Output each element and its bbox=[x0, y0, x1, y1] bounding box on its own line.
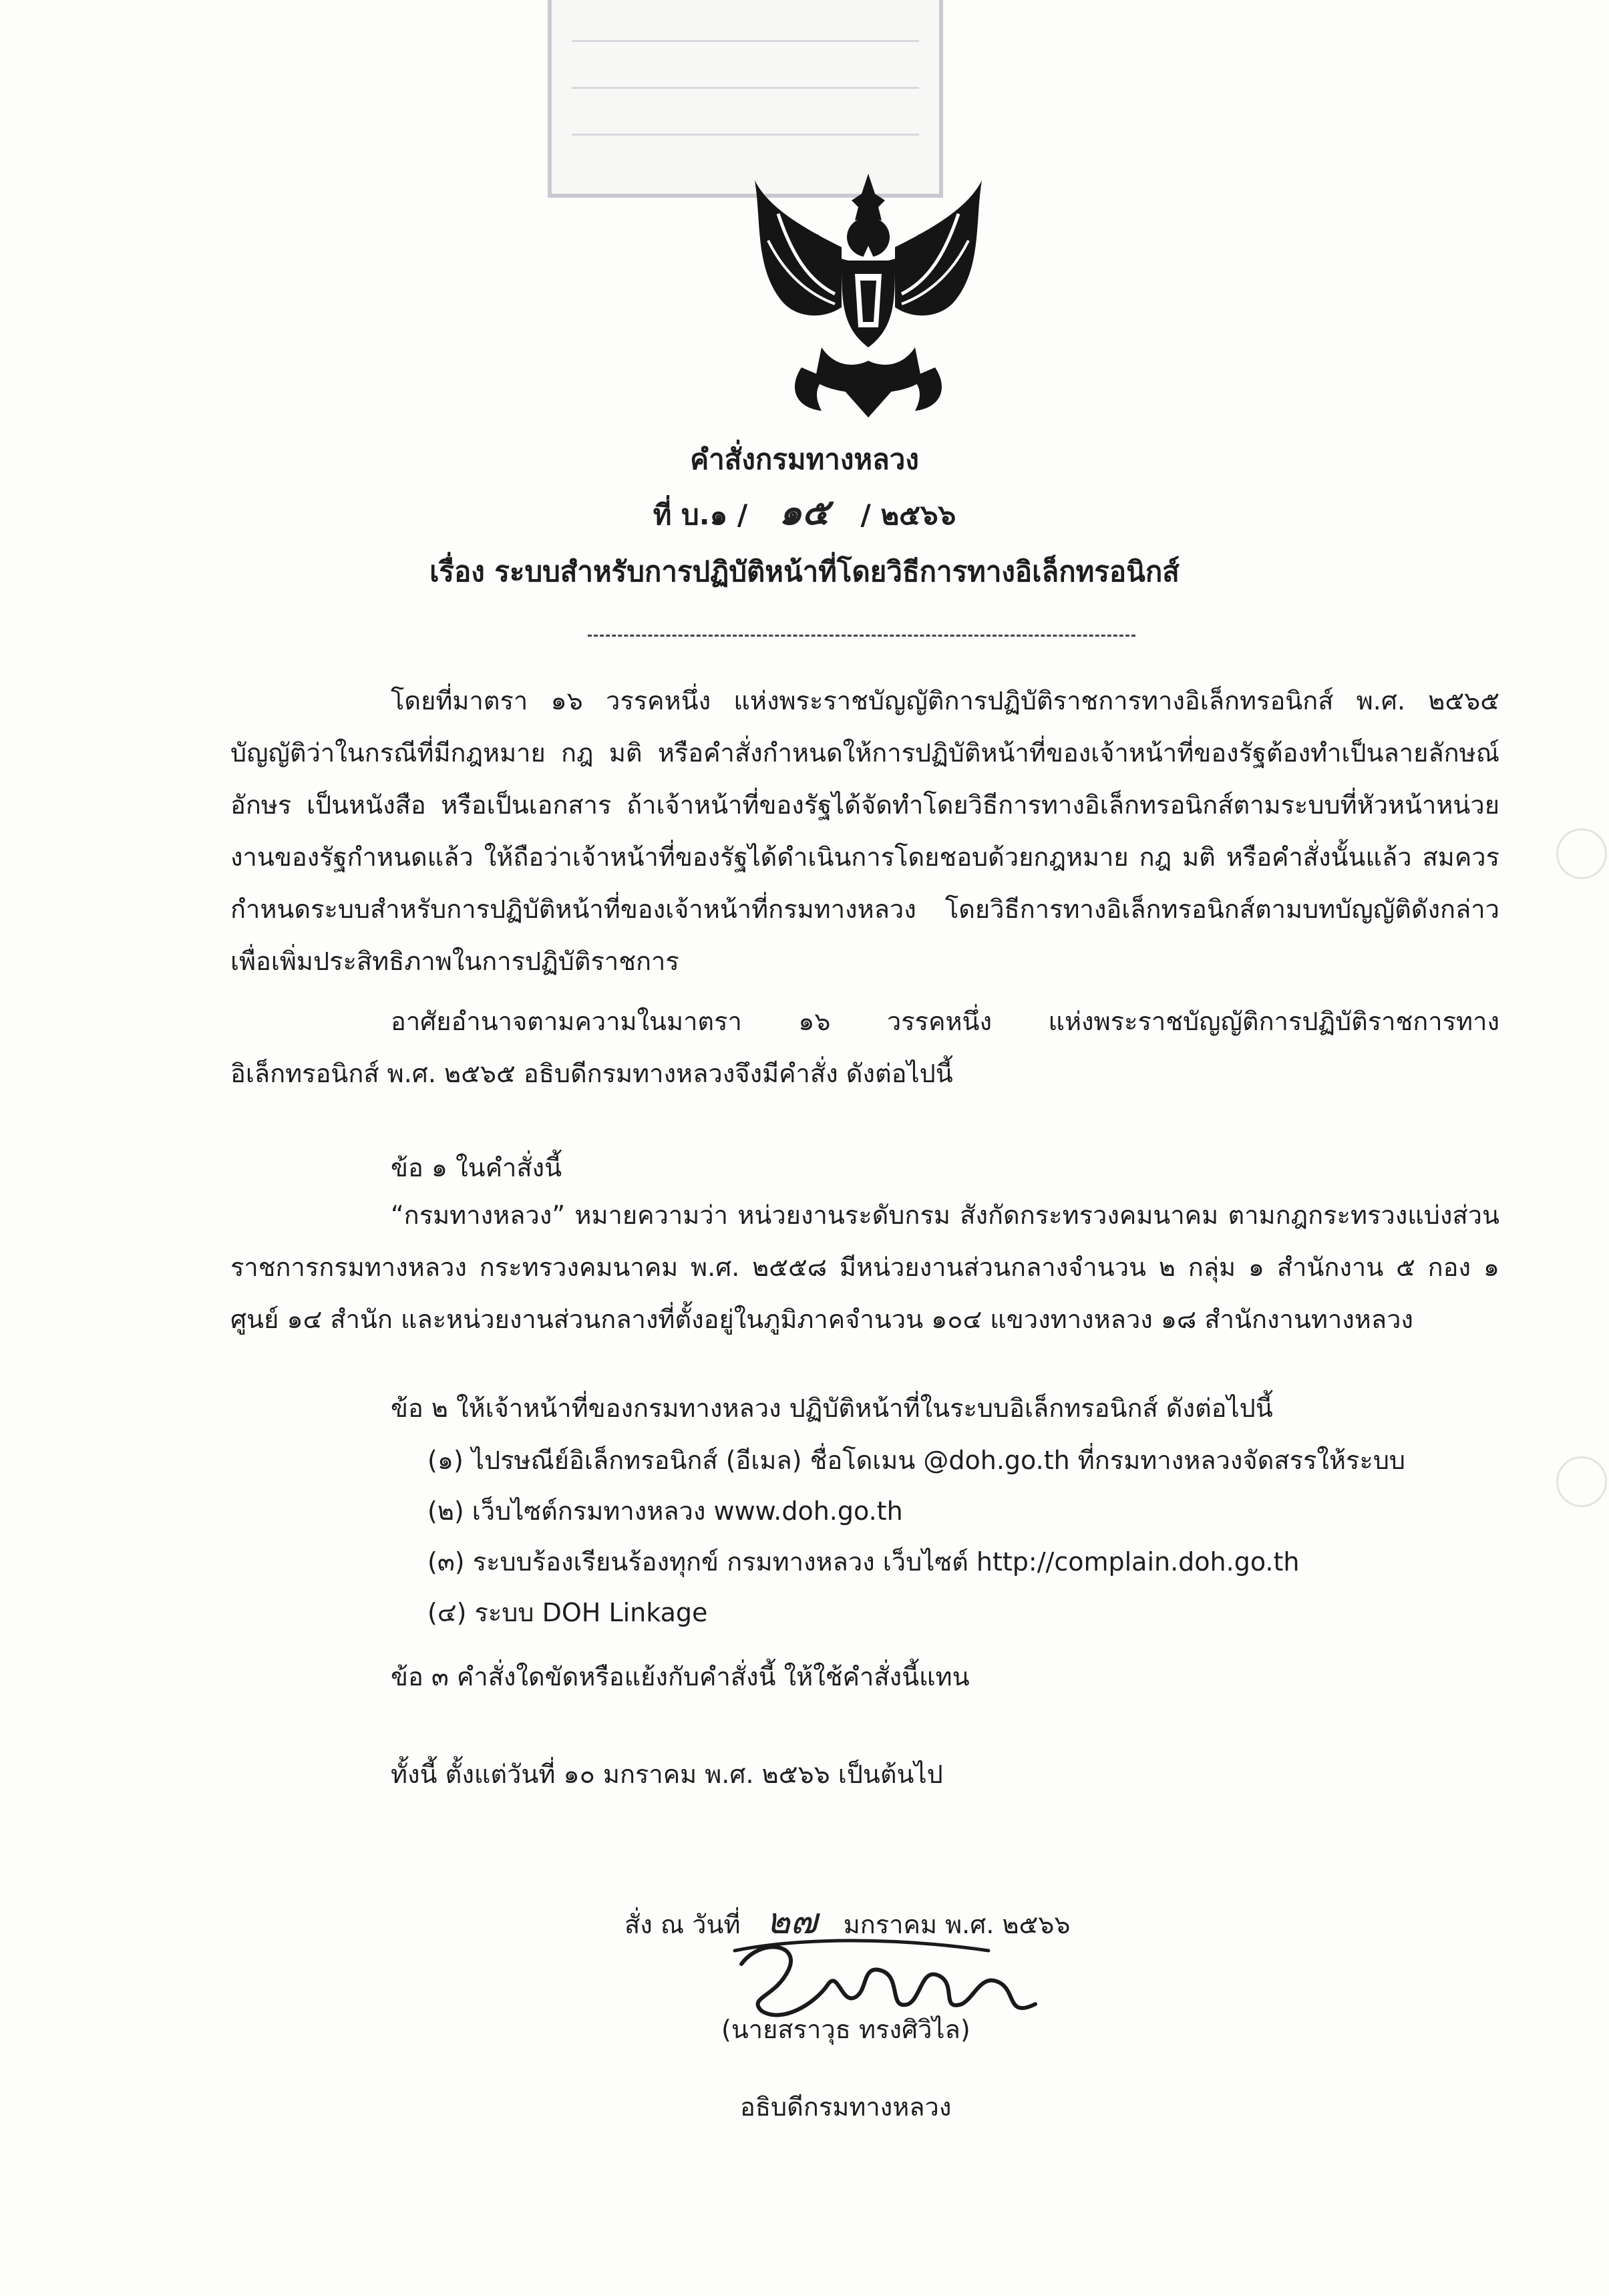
clause-2-item: (๔) ระบบ DOH Linkage bbox=[427, 1598, 708, 1627]
clause-3: ข้อ ๓ คำสั่งใดขัดหรือแย้งกับคำสั่งนี้ ให้ใช้คำสั่งนี้แทน bbox=[391, 1662, 970, 1691]
clause-2-heading: ข้อ ๒ ให้เจ้าหน้าที่ของกรมทางหลวง ปฏิบัติหน้าที่ในระบบอิเล็กทรอนิกส์ ดังต่อไปนี้ bbox=[391, 1393, 1273, 1423]
clause-1-heading: ข้อ ๑ ในคำสั่งนี้ bbox=[391, 1153, 562, 1182]
punch-hole bbox=[1556, 1456, 1607, 1507]
document-title: คำสั่งกรมทางหลวง bbox=[690, 443, 919, 476]
order-date-prefix: สั่ง ณ วันที่ bbox=[624, 1910, 741, 1939]
document-number-suffix: / ๒๕๖๖ bbox=[860, 498, 956, 531]
signatory-title: อธิบดีกรมทางหลวง bbox=[740, 2092, 952, 2122]
clause-2-item: (๑) ไปรษณีย์อิเล็กทรอนิกส์ (อีเมล) ชื่อโดเมน @doh.go.th ที่กรมทางหลวงจัดสรรให้ระบบ bbox=[427, 1446, 1406, 1475]
punch-hole bbox=[1556, 828, 1607, 879]
paragraph-authority: อาศัยอำนาจตามความในมาตรา ๑๖ วรรคหนึ่ง แห่งพระราชบัญญัติการปฏิบัติราชการทางอิเล็กทรอนิกส์ พ.ศ. ๒๕๖๕ อธิบดีกรมทางหลวงจึงมีคำสั่ง ดังต่อไปนี้ bbox=[230, 1007, 1499, 1088]
clause-1-definition: “กรมทางหลวง” หมายความว่า หน่วยงานระดับกรม สังกัดกระทรวงคมนาคม ตามกฎกระทรวงแบ่งส่วนราชการกรมทางหลวง กระทรวงคมนาคม พ.ศ. ๒๕๕๘ มีหน่วยงานส่วนกลางจำนวน ๒ กลุ่ม ๑ สำนักงาน ๕ กอง ๑ ศูนย์ ๑๔ สำนัก และหน่วยงานส่วนกลางที่ตั้งอยู่ในภูมิภาคจำนวน ๑๐๔ แขวงทางหลวง ๑๘ สำนักงานทางหลวง bbox=[230, 1200, 1499, 1334]
header-separator bbox=[588, 635, 1135, 637]
clause-2-item: (๒) เว็บไซต์กรมทางหลวง www.doh.go.th bbox=[427, 1496, 903, 1526]
clause-2-item: (๓) ระบบร้องเรียนร้องทุกข์ กรมทางหลวง เว็บไซต์ http://complain.doh.go.th bbox=[427, 1547, 1300, 1577]
signatory-name: (นายสราวุธ ทรงศิวิไล) bbox=[721, 2015, 970, 2044]
document-number-handwritten: ๑๕ bbox=[779, 490, 830, 533]
paragraph-preamble: โดยที่มาตรา ๑๖ วรรคหนึ่ง แห่งพระราชบัญญัติการปฏิบัติราชการทางอิเล็กทรอนิกส์ พ.ศ. ๒๕๖๕ บัญญัติว่าในกรณีที่มีกฎหมาย กฎ มติ หรือคำสั่งกำหนดให้การปฏิบัติหน้าที่ของเจ้าหน้าที่ของรัฐต้องทำเป็นลายลักษณ์อักษร เป็นหนังสือ หรือเป็นเอกสาร ถ้าเจ้าหน้าที่ของรัฐได้จัดทำโดยวิธีการทางอิเล็กทรอนิกส์ตามระบบที่หัวหน้าหน่วยงานของรัฐกำหนดแล้ว ให้ถือว่าเจ้าหน้าที่ของรัฐได้ดำเนินการโดยชอบด้วยกฎหมาย กฎ มติ หรือคำสั่งนั้นแล้ว สมควรกำหนดระบบสำหรับการปฏิบัติหน้าที่ของเจ้าหน้าที่กรมทางหลวง โดยวิธีการทางอิเล็กทรอนิกส์ตามบทบัญญัติดังกล่าว เพื่อเพิ่มประสิทธิภาพในการปฏิบัติราชการ bbox=[230, 686, 1499, 976]
order-date-day-handwritten: ๒๗ bbox=[766, 1900, 818, 1942]
effective-date: ทั้งนี้ ตั้งแต่วันที่ ๑๐ มกราคม พ.ศ. ๒๕๖๖ เป็นต้นไป bbox=[391, 1760, 943, 1789]
garuda-emblem-icon bbox=[741, 167, 995, 421]
document-subject: เรื่อง ระบบสำหรับการปฏิบัติหน้าที่โดยวิธีการทางอิเล็กทรอนิกส์ bbox=[429, 555, 1180, 588]
document-number bbox=[0, 490, 1609, 533]
order-date-suffix: มกราคม พ.ศ. ๒๕๖๖ bbox=[843, 1910, 1071, 1939]
document-number-prefix: ที่ บ.๑ / bbox=[653, 498, 748, 531]
